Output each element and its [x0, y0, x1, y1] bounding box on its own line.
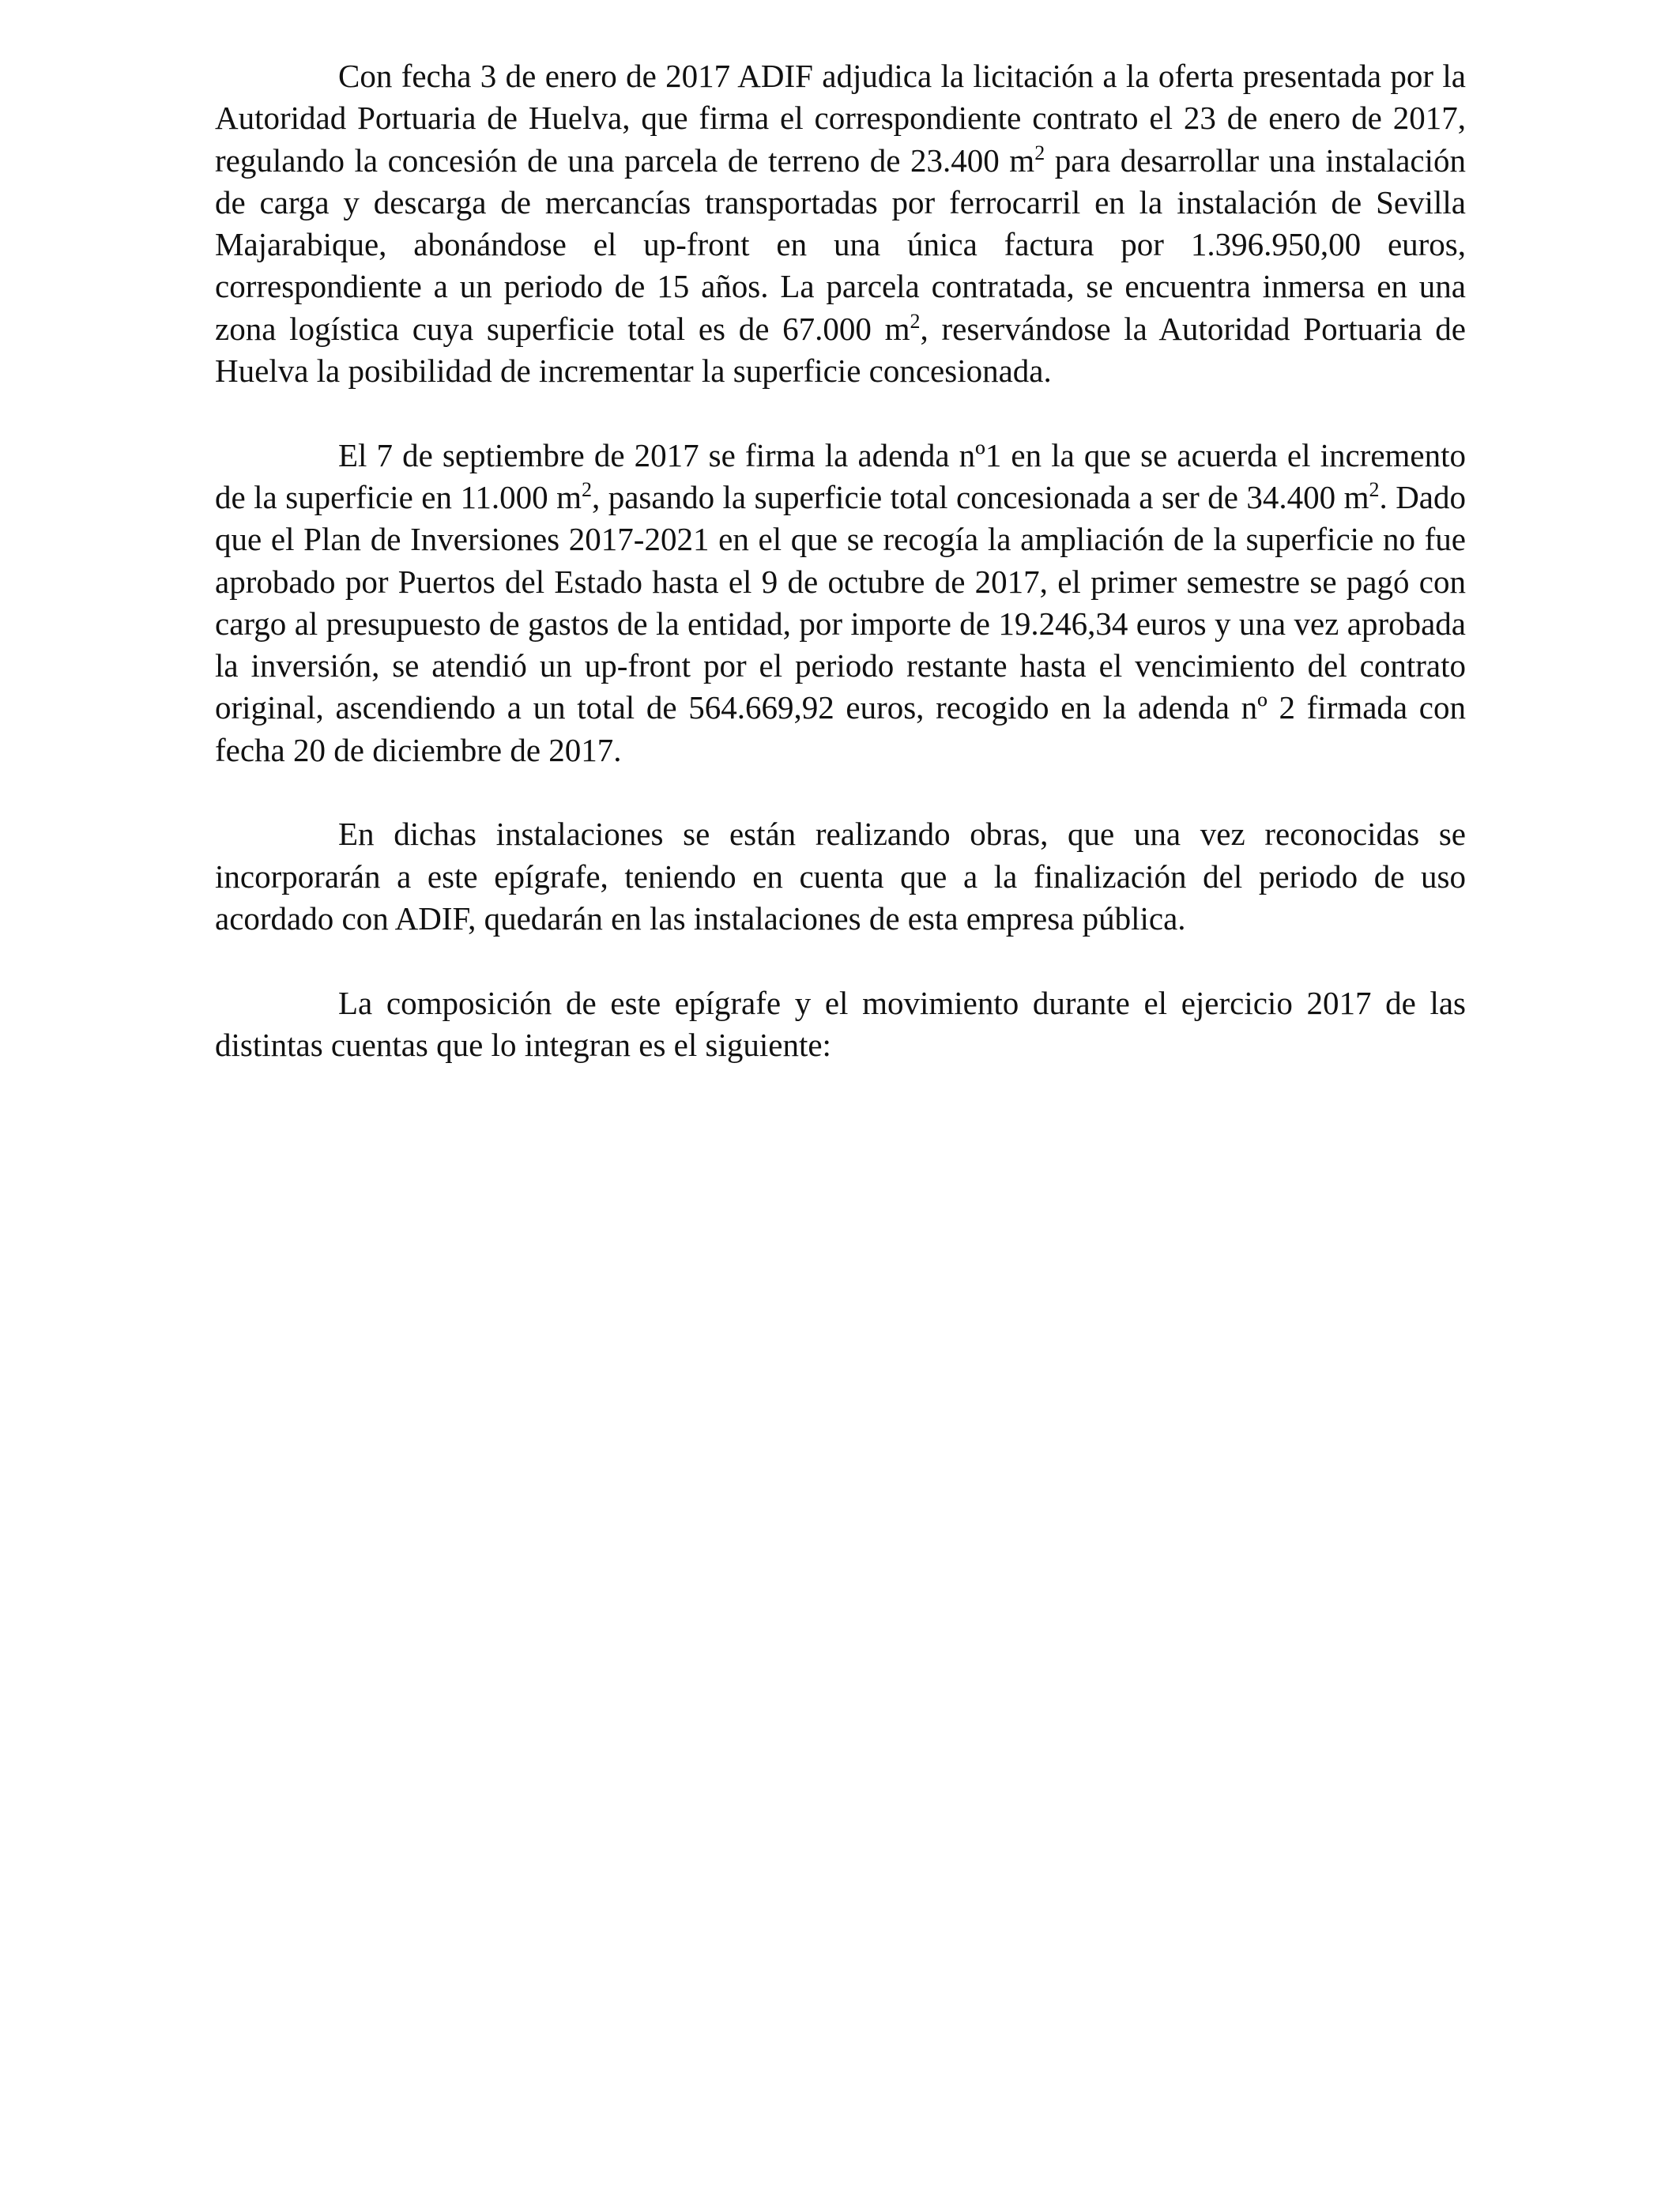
- paragraph-text: , pasando la superficie total concesionada a ser de 34.400 m: [592, 478, 1369, 515]
- paragraph-text: , reservándose la Autoridad Portuaria de Huelva la posibilidad de incrementar la superficie concesionada.: [215, 310, 1467, 390]
- paragraph-works: [215, 813, 1466, 940]
- superscript-squared: 2: [582, 477, 593, 501]
- paragraph-text: . Dado que el Plan de Inversiones 2017-2021 en el que se recogía la ampliación de la superficie no fue aprobado por Puertos del Estado hasta el 9 de octubre de 2017, el primer semestre se pagó con cargo al presupuesto de gastos de la entidad, por importe de 19.246,34 euros y una vez aprobada la inversión, se atendió un up-front por el periodo restante hasta el vencimiento del contrato original, ascendiendo a un total de 564.669,92 euros, recogido en la adenda nº 2 firmada con fecha 20 de diciembre de 2017.: [215, 478, 1466, 768]
- paragraph-composition: [215, 982, 1466, 1067]
- paragraph-text: Con fecha 3 de enero de 2017 ADIF adjudica la licitación a la oferta presentada por la Autoridad Portuaria de Huelva, que firma el correspondiente contrato el 23 de enero de 2017, regulando la concesión de una parcela de terreno de 23.400 m: [215, 58, 1466, 179]
- paragraph-text: para desarrollar una instalación de carga y descarga de mercancías transportadas por ferrocarril en la instalación de Sevilla Majarabique, abonándose el up-front en una única factura por 1.396.950,00 euros, correspondiente a un periodo de 15 años. La parcela contratada, se encuentra inmersa en una zona logística cuya superficie total es de 67.000 m: [215, 141, 1466, 347]
- paragraph-concession-contract: [215, 55, 1466, 392]
- paragraph-text: El 7 de septiembre de 2017 se firma la adenda nº1 en la que se acuerda el incremento de la superficie en 11.000 m: [215, 436, 1466, 515]
- paragraph-addendum: [215, 435, 1466, 771]
- superscript-squared: 2: [910, 309, 921, 333]
- superscript-squared: 2: [1369, 477, 1380, 501]
- paragraph-text: La composición de este epígrafe y el movimiento durante el ejercicio 2017 de las distintas cuentas que lo integran es el siguiente:: [215, 984, 1466, 1063]
- document-page: [215, 55, 1466, 1108]
- superscript-squared: 2: [1034, 141, 1045, 164]
- paragraph-text: En dichas instalaciones se están realizando obras, que una vez reconocidas se incorporarán a este epígrafe, teniendo en cuenta que a la finalización del periodo de uso acordado con ADIF, quedarán en las instalaciones de esta empresa pública.: [215, 816, 1466, 937]
